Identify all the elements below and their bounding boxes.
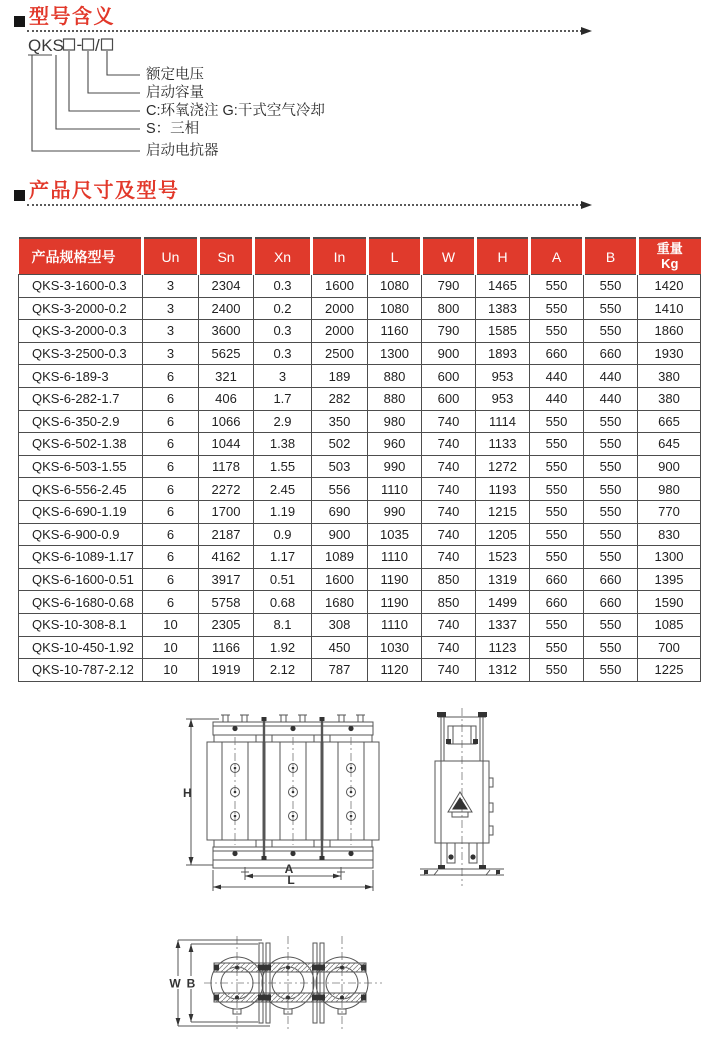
cell-weight: 1590 [638,591,701,614]
cell-a: 550 [530,523,584,546]
cell-weight: 380 [638,365,701,388]
col-weight-line1: 重量 [656,241,683,257]
section-divider [27,202,582,206]
cell-h: 1499 [476,591,530,614]
cell-un: 6 [143,433,199,456]
cell-a: 550 [530,275,584,298]
cell-w: 740 [422,613,476,636]
cell-a: 550 [530,500,584,523]
cell-model: QKS-3-1600-0.3 [19,275,143,298]
cell-weight: 1420 [638,275,701,298]
cell-model: QKS-3-2500-0.3 [19,342,143,365]
cell-model: QKS-6-502-1.38 [19,433,143,456]
cell-h: 1312 [476,659,530,682]
cell-weight: 380 [638,387,701,410]
model-code-diagram [28,31,458,171]
cell-sn: 1919 [199,659,254,682]
model-box-capacity [83,39,94,50]
section-title: 产品尺寸及型号 [29,180,180,202]
cell-b: 550 [584,275,638,298]
cell-xn: 0.3 [254,275,312,298]
cell-weight: 700 [638,636,701,659]
cell-l: 980 [368,410,422,433]
cell-xn: 3 [254,365,312,388]
cell-b: 660 [584,342,638,365]
cell-sn: 1044 [199,433,254,456]
cell-w: 850 [422,568,476,591]
label-phase: S：三相 [146,121,200,137]
cell-weight: 1225 [638,659,701,682]
cell-sn: 2272 [199,478,254,501]
cell-a: 550 [530,546,584,569]
cell-un: 10 [143,659,199,682]
side-view-drawing [420,706,650,892]
cell-un: 3 [143,297,199,320]
dim-l-label: L [287,873,295,887]
cell-in: 308 [312,613,368,636]
cell-weight: 1085 [638,613,701,636]
cell-a: 550 [530,478,584,501]
table-row [19,297,701,320]
cell-l: 880 [368,365,422,388]
col-in: In [312,238,368,275]
connector-reactor [28,55,140,151]
cell-in: 2500 [312,342,368,365]
col-b: B [584,238,638,275]
cell-in: 1600 [312,568,368,591]
cell-b: 440 [584,365,638,388]
cell-w: 800 [422,297,476,320]
cell-sn: 2187 [199,523,254,546]
dimension-l [213,870,373,891]
cell-h: 1383 [476,297,530,320]
cell-model: QKS-6-1600-0.51 [19,568,143,591]
cell-xn: 8.1 [254,613,312,636]
dim-h-label: H [183,786,192,800]
cell-a: 440 [530,365,584,388]
cell-b: 550 [584,500,638,523]
cell-a: 660 [530,342,584,365]
cell-w: 790 [422,320,476,343]
arrow-right-icon [581,201,592,209]
cell-a: 440 [530,387,584,410]
col-weight-line2: Kg [661,255,679,271]
cell-w: 740 [422,478,476,501]
connector-capacity [88,51,140,93]
arrow-right-icon [581,27,592,35]
label-reactor: 启动电抗器 [146,143,219,159]
cell-l: 1110 [368,546,422,569]
cell-in: 502 [312,433,368,456]
cell-model: QKS-10-308-8.1 [19,613,143,636]
connector-voltage [107,51,140,75]
table-row [19,613,701,636]
cell-b: 550 [584,297,638,320]
cell-w: 600 [422,387,476,410]
cell-in: 450 [312,636,368,659]
model-slash: / [95,36,100,55]
cell-w: 600 [422,365,476,388]
cell-a: 550 [530,410,584,433]
cell-un: 6 [143,365,199,388]
cell-model: QKS-3-2000-0.2 [19,297,143,320]
cell-sn: 5758 [199,591,254,614]
cell-xn: 0.3 [254,320,312,343]
cell-sn: 1066 [199,410,254,433]
cell-h: 1205 [476,523,530,546]
cell-xn: 2.45 [254,478,312,501]
section-bullet-icon [14,190,25,201]
col-l: L [368,238,422,275]
cell-in: 503 [312,455,368,478]
col-a: A [530,238,584,275]
cell-xn: 1.92 [254,636,312,659]
cell-w: 900 [422,342,476,365]
cell-l: 1110 [368,613,422,636]
table-row [19,387,701,410]
cell-weight: 1410 [638,297,701,320]
cell-un: 6 [143,478,199,501]
cell-l: 990 [368,500,422,523]
cell-a: 550 [530,659,584,682]
cell-b: 660 [584,568,638,591]
cell-w: 740 [422,546,476,569]
col-model: 产品规格型号 [19,238,143,275]
cell-model: QKS-10-787-2.12 [19,659,143,682]
cell-weight: 900 [638,455,701,478]
center-lines [204,936,382,1030]
cell-xn: 0.2 [254,297,312,320]
cell-un: 3 [143,320,199,343]
cell-b: 550 [584,546,638,569]
cell-un: 6 [143,523,199,546]
cell-h: 1215 [476,500,530,523]
cell-l: 1190 [368,568,422,591]
table-row [19,500,701,523]
model-box-voltage [102,39,113,50]
cell-model: QKS-6-350-2.9 [19,410,143,433]
cell-b: 440 [584,387,638,410]
cell-w: 790 [422,275,476,298]
cell-model: QKS-3-2000-0.3 [19,320,143,343]
cell-un: 6 [143,546,199,569]
cell-h: 1133 [476,433,530,456]
cell-h: 1114 [476,410,530,433]
cell-un: 10 [143,636,199,659]
cell-un: 6 [143,568,199,591]
cell-in: 690 [312,500,368,523]
cell-weight: 1395 [638,568,701,591]
cell-w: 740 [422,636,476,659]
cell-xn: 1.7 [254,387,312,410]
cell-w: 740 [422,523,476,546]
cell-sn: 1700 [199,500,254,523]
cell-l: 1080 [368,297,422,320]
table-row [19,455,701,478]
table-row [19,365,701,388]
model-box-cooling [64,39,75,50]
cell-b: 550 [584,320,638,343]
cell-un: 6 [143,500,199,523]
cell-l: 880 [368,387,422,410]
cell-sn: 2400 [199,297,254,320]
cell-model: QKS-6-690-1.19 [19,500,143,523]
cell-l: 1160 [368,320,422,343]
cell-l: 1110 [368,478,422,501]
cell-h: 1465 [476,275,530,298]
label-cooling: C:环氧浇注 G:干式空气冷却 [146,103,325,119]
cell-weight: 980 [638,478,701,501]
cell-l: 1035 [368,523,422,546]
cell-xn: 1.19 [254,500,312,523]
cell-weight: 830 [638,523,701,546]
cell-b: 550 [584,478,638,501]
cell-weight: 1300 [638,546,701,569]
cell-a: 550 [530,455,584,478]
cell-l: 1300 [368,342,422,365]
table-row [19,433,701,456]
cell-sn: 321 [199,365,254,388]
cell-l: 1190 [368,591,422,614]
cell-in: 189 [312,365,368,388]
cell-xn: 0.51 [254,568,312,591]
table-row [19,591,701,614]
cell-xn: 2.12 [254,659,312,682]
cell-in: 1600 [312,275,368,298]
cell-un: 3 [143,275,199,298]
cell-model: QKS-6-900-0.9 [19,523,143,546]
dim-b-label: B [186,976,196,991]
cell-xn: 1.38 [254,433,312,456]
connector-cooling [69,51,140,111]
cell-h: 1523 [476,546,530,569]
col-w: W [422,238,476,275]
cell-xn: 0.9 [254,523,312,546]
cell-un: 3 [143,342,199,365]
cell-w: 850 [422,591,476,614]
cell-h: 1193 [476,478,530,501]
cell-in: 350 [312,410,368,433]
cell-sn: 3600 [199,320,254,343]
cell-h: 1123 [476,636,530,659]
cell-xn: 1.17 [254,546,312,569]
cell-sn: 2305 [199,613,254,636]
cell-weight: 665 [638,410,701,433]
cell-un: 6 [143,410,199,433]
cell-model: QKS-6-189-3 [19,365,143,388]
cell-sn: 5625 [199,342,254,365]
cell-l: 1030 [368,636,422,659]
cell-model: QKS-6-503-1.55 [19,455,143,478]
cell-b: 550 [584,455,638,478]
front-view-drawing [183,706,401,892]
cell-un: 6 [143,455,199,478]
cell-a: 550 [530,636,584,659]
cell-h: 953 [476,365,530,388]
dim-w-label: W [169,976,181,991]
cell-h: 1893 [476,342,530,365]
cell-in: 282 [312,387,368,410]
table-row [19,275,701,298]
table-row [19,568,701,591]
dim-a-label: A [284,862,294,876]
table-row [19,636,701,659]
cell-un: 10 [143,613,199,636]
table-row [19,342,701,365]
cell-h: 1337 [476,613,530,636]
cell-in: 900 [312,523,368,546]
cell-sn: 1178 [199,455,254,478]
cell-b: 550 [584,433,638,456]
cell-weight: 1930 [638,342,701,365]
table-row [19,546,701,569]
cell-a: 550 [530,613,584,636]
cell-weight: 770 [638,500,701,523]
cell-l: 960 [368,433,422,456]
col-h: H [476,238,530,275]
section-model-meaning [14,7,582,32]
cell-model: QKS-6-1089-1.17 [19,546,143,569]
cell-b: 660 [584,591,638,614]
cell-un: 6 [143,591,199,614]
cell-xn: 0.3 [254,342,312,365]
cell-h: 1585 [476,320,530,343]
table-row [19,523,701,546]
cell-a: 660 [530,568,584,591]
cell-h: 953 [476,387,530,410]
cell-sn: 406 [199,387,254,410]
cell-sn: 4162 [199,546,254,569]
section-title: 型号含义 [29,6,115,28]
cell-weight: 1860 [638,320,701,343]
table-row [19,478,701,501]
table-row [19,320,701,343]
label-rated-voltage: 额定电压 [146,67,204,83]
cell-in: 556 [312,478,368,501]
cell-b: 550 [584,523,638,546]
top-view-drawing [158,930,453,1036]
col-sn: Sn [199,238,254,275]
spec-table [18,237,701,682]
section-dimensions [14,181,582,206]
cell-model: QKS-6-282-1.7 [19,387,143,410]
cell-sn: 2304 [199,275,254,298]
cell-model: QKS-6-1680-0.68 [19,591,143,614]
cell-in: 2000 [312,320,368,343]
cell-in: 2000 [312,297,368,320]
cell-b: 550 [584,410,638,433]
cell-in: 787 [312,659,368,682]
cell-b: 550 [584,613,638,636]
cell-xn: 2.9 [254,410,312,433]
cell-model: QKS-6-556-2.45 [19,478,143,501]
cell-w: 740 [422,433,476,456]
cell-a: 550 [530,320,584,343]
cell-xn: 0.68 [254,591,312,614]
col-un: Un [143,238,199,275]
cell-un: 6 [143,387,199,410]
cell-a: 660 [530,591,584,614]
cell-h: 1319 [476,568,530,591]
cell-h: 1272 [476,455,530,478]
cell-a: 550 [530,433,584,456]
table-header-row [19,238,701,275]
cell-a: 550 [530,297,584,320]
cell-model: QKS-10-450-1.92 [19,636,143,659]
cell-w: 740 [422,659,476,682]
spec-table-body [19,275,701,682]
cell-l: 1080 [368,275,422,298]
model-prefix: QKS [28,36,64,55]
cell-l: 990 [368,455,422,478]
table-row [19,410,701,433]
section-bullet-icon [14,16,25,27]
col-weight [638,238,701,275]
cell-w: 740 [422,455,476,478]
cell-weight: 645 [638,433,701,456]
col-xn: Xn [254,238,312,275]
cell-in: 1680 [312,591,368,614]
cell-in: 1089 [312,546,368,569]
cell-b: 550 [584,659,638,682]
cell-b: 550 [584,636,638,659]
cell-xn: 1.55 [254,455,312,478]
cell-l: 1120 [368,659,422,682]
cell-w: 740 [422,500,476,523]
cell-w: 740 [422,410,476,433]
warning-triangle-icon [452,797,468,810]
cell-sn: 3917 [199,568,254,591]
table-row [19,659,701,682]
cell-sn: 1166 [199,636,254,659]
model-dash: - [76,35,83,54]
label-starting-capacity: 启动容量 [146,85,204,101]
